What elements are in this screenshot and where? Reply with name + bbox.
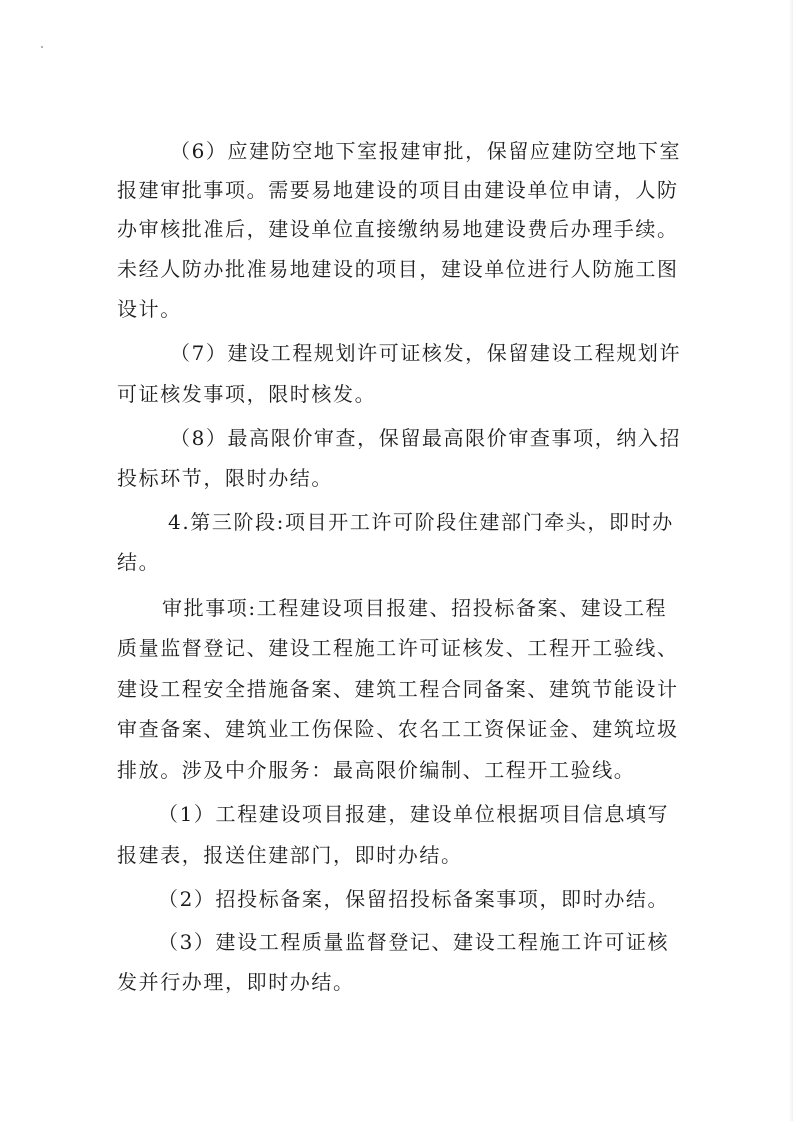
paragraph-item-8-line-1: （8）最高限价审查，保留最高限价审查事项，纳入招 [170,426,682,450]
paragraph-item-6-line-4: 未经人防办批准易地建设的项目，建设单位进行人防施工图 [117,257,679,281]
paragraph-item-6-line-3: 办审核批准后，建设单位直接缴纳易地建设费后办理手续。 [117,217,679,241]
paragraph-item-6-line-2: 报建审批事项。需要易地建设的项目由建设单位申请，人防 [117,178,679,202]
paragraph-item-7-line-2: 可证核发事项，限时核发。 [117,382,377,406]
paragraph-approval-items-line-1: 审批事项:工程建设项目报建、招投标备案、建设工程 [162,596,668,620]
paragraph-sub-item-3-line-1: （3）建设工程质量监督登记、建设工程施工许可证核 [158,930,670,954]
paragraph-sub-item-1-line-2: 报建表，报送住建部门，即时办结。 [117,843,463,867]
paragraph-sub-item-2-line-1: （2）招投标备案，保留招投标备案事项，即时办结。 [158,887,670,911]
paragraph-sub-item-1-line-1: （1）工程建设项目报建，建设单位根据项目信息填写 [158,802,670,826]
paragraph-approval-items-line-5: 排放。涉及中介服务：最高限价编制、工程开工验线。 [117,758,636,782]
paragraph-stage-4-line-2: 结。 [117,550,161,574]
paragraph-item-6-line-5: 设计。 [117,297,182,321]
paragraph-approval-items-line-3: 建设工程安全措施备案、建筑工程合同备案、建筑节能设计 [117,677,679,701]
scan-edge-shadow [789,0,793,1121]
scan-speck [41,46,43,48]
paragraph-item-8-line-2: 投标环节，限时办结。 [117,466,333,490]
paragraph-item-7-line-1: （7）建设工程规划许可证核发，保留建设工程规划许 [170,341,682,365]
paragraph-stage-4-line-1: 4.第三阶段:项目开工许可阶段住建部门牵头，即时办 [168,510,674,534]
paragraph-approval-items-line-2: 质量监督登记、建设工程施工许可证核发、工程开工验线、 [117,636,679,660]
paragraph-approval-items-line-4: 审查备案、建筑业工伤保险、农名工工资保证金、建筑垃圾 [117,717,679,741]
paragraph-sub-item-3-line-2: 发并行办理，即时办结。 [117,970,355,994]
paragraph-item-6-line-1: （6）应建防空地下室报建审批，保留应建防空地下室 [170,139,682,163]
